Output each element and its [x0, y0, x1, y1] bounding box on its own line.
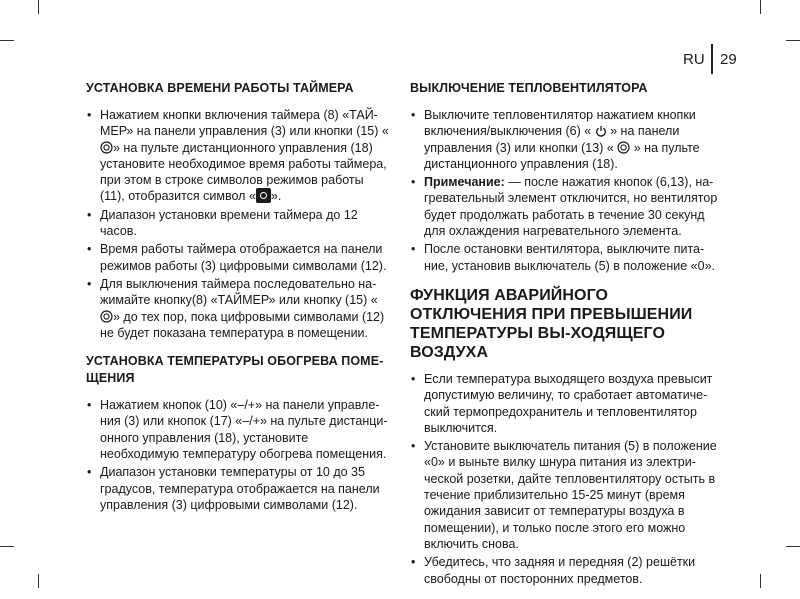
header-divider — [711, 44, 713, 74]
right-column — [410, 80, 720, 599]
section-title-shutdown: ВЫКЛЮЧЕНИЕ ТЕПЛОВЕНТИЛЯТОРА — [410, 81, 648, 95]
power-icon — [595, 125, 607, 137]
crop-mark — [760, 0, 761, 14]
list-item: • Для выключения таймера последовательно на-жимайте кнопку(8) «ТАЙМЕР» или кнопку (15) «» до тех пор, пока цифровыми символами (12) не будет показана температура в помещении. — [86, 276, 390, 341]
shutdown-list — [410, 107, 720, 274]
list-item: • Диапазон установки времени таймера до 12 часов. — [86, 207, 390, 240]
thermometer-icon — [617, 141, 630, 154]
section-title-emergency: ФУНКЦИЯ АВАРИЙНОГО ОТКЛЮЧЕНИЯ ПРИ ПРЕВЫШЕНИИ ТЕМПЕРАТУРЫ ВЫ-ХОДЯЩЕГО ВОЗДУХА — [410, 286, 693, 361]
list-item: • Если температура выходящего воздуха превысит допустимую величину, то сработает автоматиче-ский термопредохранитель и тепловентилятор выключится. — [410, 371, 720, 436]
language-code: RU — [683, 51, 705, 68]
crop-mark — [786, 40, 800, 41]
thermometer-icon — [100, 141, 113, 154]
crop-mark — [786, 546, 800, 547]
left-column — [86, 80, 390, 525]
list-item: • Убедитесь, что задняя и передняя (2) решётки свободны от посторонних предметов. — [410, 554, 720, 587]
list-item: • Диапазон установки температуры от 10 до 35 градусов, температура отображается на панели управления (3) цифровыми символами (12). — [86, 464, 390, 513]
emergency-list — [410, 371, 720, 587]
list-item: • Примечание: — после нажатия кнопок (6,13), на-гревательный элемент отключится, но вентилятор будет продолжать работать в течение 30 секунд для охлаждения нагревательного элемента. — [410, 174, 720, 239]
temperature-list — [86, 397, 390, 513]
section-title-timer: УСТАНОВКА ВРЕМЕНИ РАБОТЫ ТАЙМЕРА — [86, 81, 354, 95]
crop-mark — [38, 0, 39, 14]
list-item: • Нажатием кнопки включения таймера (8) «ТАЙ-МЕР» на панели управления (3) или кнопки (15) «» на пульте дистанционного управления (18) установите необходимое время работы таймера, при этом в строке символов режимов работы (11), отобразится символ « ». — [86, 107, 390, 205]
timer-icon — [256, 188, 271, 203]
list-item: • Выключите тепловентилятор нажатием кнопки включения/выключения (6) « » на панели управления (3) или кнопки (13) « » на пульте дистанционного управления (18). — [410, 107, 720, 172]
list-item: • Время работы таймера отображается на панели режимов работы (3) цифровыми символами (12). — [86, 241, 390, 274]
crop-mark — [38, 574, 39, 588]
page-number: 29 — [720, 51, 737, 68]
crop-mark — [760, 574, 761, 588]
crop-mark — [0, 40, 14, 41]
timer-list — [86, 107, 390, 341]
section-title-temperature: УСТАНОВКА ТЕМПЕРАТУРЫ ОБОГРЕВА ПОМЕ-ЩЕНИЯ — [86, 354, 384, 386]
list-item: • Установите выключатель питания (5) в положение «0» и выньте вилку шнура питания из электри-ческой розетки, дайте тепловентилятору остыть в течение приблизительно 15-25 минут (время ожидания зависит от температуры воздуха в помещении), и только после этого его можно включить снова. — [410, 438, 720, 552]
list-item: • Нажатием кнопок (10) «–/+» на панели управле-ния (3) или кнопок (17) «–/+» на пульте дистанци-онного управления (18), установите необходимую температуру обогрева помещения. — [86, 397, 390, 462]
note-label: Примечание: — [424, 175, 505, 190]
list-item: • После остановки вентилятора, выключите пита-ние, установив выключатель (5) в положение «0». — [410, 241, 720, 274]
thermometer-icon — [100, 310, 113, 323]
crop-mark — [0, 546, 14, 547]
